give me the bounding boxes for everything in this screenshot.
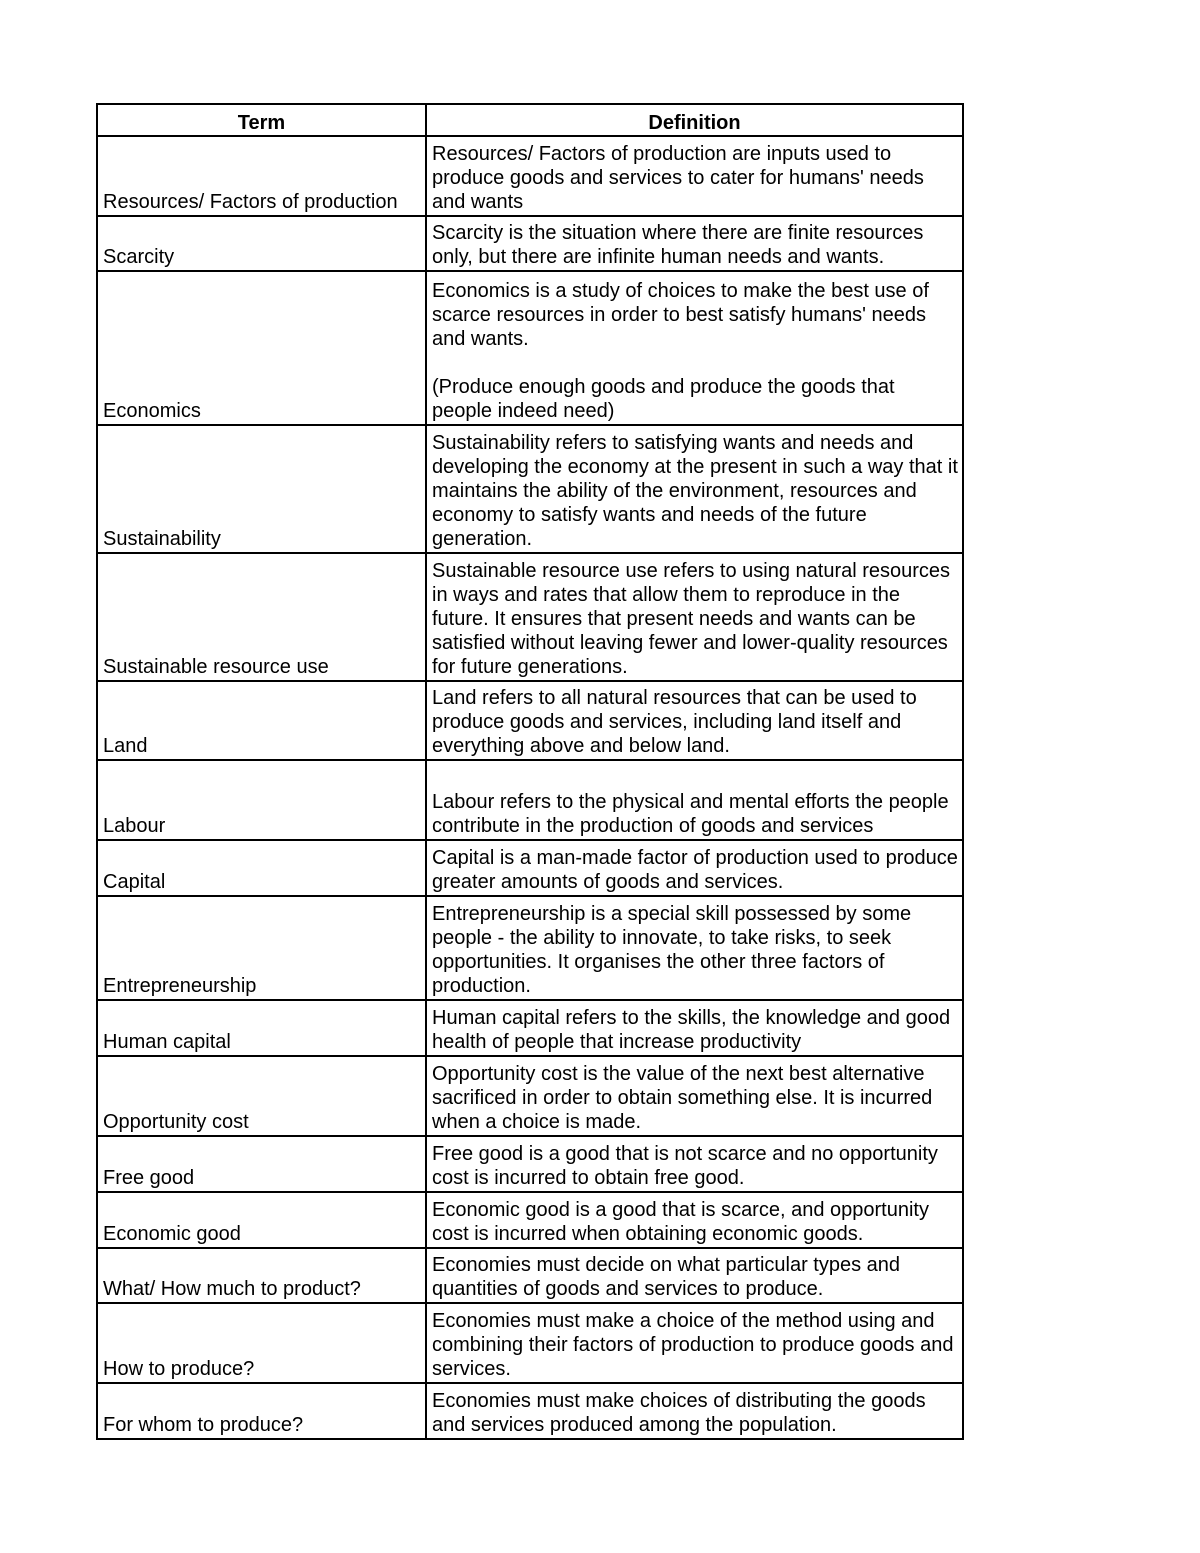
term-cell: Sustainability <box>97 425 426 553</box>
glossary-table <box>96 103 964 1440</box>
definition-column-header: Definition <box>426 104 963 136</box>
definition-cell: Economies must make a choice of the method using and combining their factors of production to produce goods and services. <box>426 1303 963 1383</box>
term-cell: For whom to produce? <box>97 1383 426 1439</box>
definition-cell: Scarcity is the situation where there are finite resources only, but there are infinite human needs and wants. <box>426 216 963 271</box>
definition-cell: Free good is a good that is not scarce and no opportunity cost is incurred to obtain free good. <box>426 1136 963 1192</box>
definition-cell: Sustainable resource use refers to using natural resources in ways and rates that allow them to reproduce in the future. It ensures that present needs and wants can be satisfied without leaving fewer and lower-quality resources for future generations. <box>426 553 963 681</box>
term-cell: Scarcity <box>97 216 426 271</box>
term-cell: Sustainable resource use <box>97 553 426 681</box>
glossary-sheet <box>96 103 962 1440</box>
table-row <box>97 840 963 896</box>
table-row <box>97 1192 963 1248</box>
table-row <box>97 760 963 840</box>
table-row <box>97 136 963 216</box>
term-cell: Economic good <box>97 1192 426 1248</box>
definition-cell: Sustainability refers to satisfying wants and needs and developing the economy at the present in such a way that it maintains the ability of the environment, resources and economy to satisfy wants and needs of the future generation. <box>426 425 963 553</box>
term-cell: What/ How much to product? <box>97 1248 426 1303</box>
definition-cell: Resources/ Factors of production are inputs used to produce goods and services to cater for humans' needs and wants <box>426 136 963 216</box>
term-cell: Resources/ Factors of production <box>97 136 426 216</box>
term-cell: Human capital <box>97 1000 426 1056</box>
table-row <box>97 425 963 553</box>
table-row <box>97 681 963 760</box>
term-cell: How to produce? <box>97 1303 426 1383</box>
definition-cell: Opportunity cost is the value of the next best alternative sacrificed in order to obtain something else. It is incurred when a choice is made. <box>426 1056 963 1136</box>
definition-cell: Entrepreneurship is a special skill possessed by some people - the ability to innovate, to take risks, to seek opportunities. It organises the other three factors of production. <box>426 896 963 1000</box>
term-cell: Capital <box>97 840 426 896</box>
definition-cell: Economies must make choices of distributing the goods and services produced among the population. <box>426 1383 963 1439</box>
definition-cell: Economies must decide on what particular types and quantities of goods and services to produce. <box>426 1248 963 1303</box>
table-row <box>97 553 963 681</box>
header-row <box>97 104 963 136</box>
term-cell: Entrepreneurship <box>97 896 426 1000</box>
term-cell: Land <box>97 681 426 760</box>
term-column-header: Term <box>97 104 426 136</box>
definition-cell: Labour refers to the physical and mental efforts the people contribute in the production of goods and services <box>426 760 963 840</box>
term-cell: Economics <box>97 271 426 425</box>
table-row <box>97 216 963 271</box>
term-cell: Free good <box>97 1136 426 1192</box>
term-cell: Labour <box>97 760 426 840</box>
table-row <box>97 1248 963 1303</box>
table-row <box>97 271 963 425</box>
definition-cell: Land refers to all natural resources that can be used to produce goods and services, including land itself and everything above and below land. <box>426 681 963 760</box>
definition-cell: Capital is a man-made factor of production used to produce greater amounts of goods and services. <box>426 840 963 896</box>
definition-cell: Human capital refers to the skills, the knowledge and good health of people that increase productivity <box>426 1000 963 1056</box>
term-cell: Opportunity cost <box>97 1056 426 1136</box>
table-row <box>97 1136 963 1192</box>
table-row <box>97 1303 963 1383</box>
definition-cell: Economic good is a good that is scarce, and opportunity cost is incurred when obtaining economic goods. <box>426 1192 963 1248</box>
table-row <box>97 1000 963 1056</box>
table-row <box>97 1056 963 1136</box>
definition-cell: Economics is a study of choices to make the best use of scarce resources in order to best satisfy humans' needs and wants. (Produce enough goods and produce the goods that people indeed need) <box>426 271 963 425</box>
table-row <box>97 1383 963 1439</box>
table-row <box>97 896 963 1000</box>
